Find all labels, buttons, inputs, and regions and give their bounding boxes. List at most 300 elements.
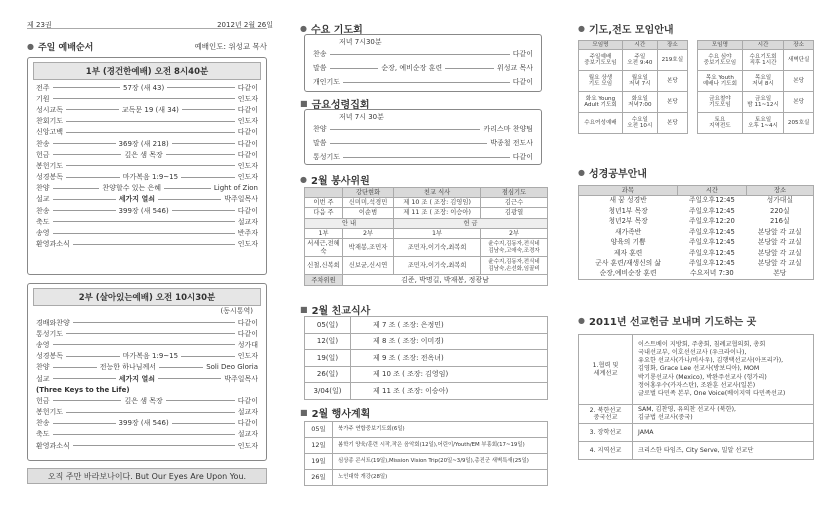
order-item: 찬양: [36, 363, 50, 372]
events-title: 2월 행사계획: [311, 409, 371, 420]
order-row: [313, 136, 533, 150]
order-person: 설교자: [237, 408, 258, 417]
order-item: 환영과소식: [36, 441, 70, 450]
prayer-col-header: 장소: [784, 41, 814, 50]
order-row: [36, 172, 258, 183]
order-item: 전주: [36, 83, 50, 92]
study-cell: 새가족반: [614, 227, 642, 236]
worship-title: 주일 예배순서: [37, 43, 94, 53]
order-row: [36, 362, 258, 373]
order-detail: 399장 (새 546): [118, 206, 169, 215]
bullet-icon: ●: [578, 316, 585, 325]
order-item: 통성기도: [313, 153, 341, 161]
prayer-table-left: [578, 40, 688, 134]
events-table-wrap: [304, 421, 548, 486]
prayer-col-header: 모임명: [698, 41, 743, 50]
leader-line: [53, 400, 122, 401]
order-detail: 교독문 19 (새 34): [121, 105, 179, 114]
order-row: [36, 93, 258, 104]
leader-line: [330, 54, 510, 55]
prayer-cell: 토요일 오후 1~4시: [742, 113, 784, 134]
events-table: [304, 421, 548, 486]
leader-line: [53, 199, 116, 200]
study-row: [579, 227, 814, 238]
event-text: 북가주 연합중보기도회(6일): [333, 422, 548, 438]
leader-line: [182, 109, 235, 110]
order-person: 다같이: [237, 396, 258, 405]
study-cell: 군사 훈련/재생신의 삶: [595, 259, 661, 268]
event-row: [305, 470, 548, 486]
mission-row: [579, 335, 814, 405]
order-item: 통성기도: [36, 329, 64, 338]
leader-line: [159, 367, 203, 368]
wed-title: 수요 기도회: [310, 25, 363, 36]
order-row: [36, 407, 258, 418]
meal-date: 26(일): [305, 366, 351, 383]
prayer-cell: 주일 오전 9:40: [622, 50, 657, 71]
order-person: 설교자: [237, 217, 258, 226]
study-row: [579, 248, 814, 259]
study-cell: 주일오후12:20: [688, 217, 735, 226]
leader-line: [53, 344, 235, 345]
study-cell: 주일오후12:45: [688, 248, 735, 257]
order-person: 박주일목사: [224, 195, 258, 204]
meal-group: 제 7 조 ( 조장: 은정민): [351, 317, 548, 334]
prayer-table-right-wrap: [697, 40, 814, 134]
order-row: [36, 384, 258, 395]
order-item: 송영: [36, 229, 50, 238]
worship-leader: 예배인도: 위성교 목사: [194, 42, 267, 51]
order-row: [36, 138, 258, 149]
order-item: 찬회기도: [36, 117, 64, 126]
order-person: 반주자: [237, 229, 258, 238]
order-detail: 순장, 예비순장 훈련: [381, 63, 443, 72]
order-row: [36, 373, 258, 384]
service-table-wrap: [304, 187, 548, 286]
leader-line: [181, 177, 235, 178]
study-col-header: 시간: [677, 186, 746, 196]
leader-line: [66, 109, 119, 110]
event-text: 심상종 콘서트(19일),Mission Vision Trip(20일~3/9일),총진군 새벽특새(25일): [333, 454, 548, 470]
prayer-cell: 월요일 저녁 7시: [622, 71, 657, 92]
mission-row: [579, 405, 814, 424]
study-row: [579, 259, 814, 270]
prayer-cell: 새벽단실: [784, 50, 814, 71]
prayer-cell: 월요 상생 기도 모임: [579, 71, 623, 92]
bullet-icon: ■: [300, 305, 308, 314]
prayer-cell: 화요 Young Adult 기도회: [579, 92, 623, 113]
prayer-cell: 금요철야 기도모임: [698, 92, 743, 113]
prayer-cell: 수요일 오전 10시: [622, 113, 657, 134]
prayer-heading: [578, 21, 674, 36]
meal-row: [305, 350, 548, 367]
order-row: [36, 429, 258, 440]
leader-line: [53, 423, 116, 424]
order-row: [313, 122, 533, 136]
study-cell: 주일오후12:45: [688, 238, 735, 247]
order-person: 카리스마 찬양팀: [483, 125, 533, 133]
order-detail: 57장 (새 43): [122, 83, 165, 92]
order-person: 다같이: [237, 150, 258, 159]
study-table: [578, 185, 814, 280]
prayer-row: [698, 71, 814, 92]
meal-date: 12(일): [305, 333, 351, 350]
order-person: 인도자: [237, 117, 258, 126]
order-detail: 369장 (새 218): [118, 139, 169, 148]
prayer-cell: 목요일 저녁 8시: [742, 71, 784, 92]
order-detail: 전능한 하나님께서: [99, 363, 157, 372]
order-person: 박주일목사: [224, 374, 258, 383]
order-item: 신앙고백: [36, 128, 64, 137]
leader-line: [181, 356, 235, 357]
order-item: 환영과소식: [36, 240, 70, 249]
prayer-cell: 수요기도회 직후 1시간: [742, 50, 784, 71]
study-row: [579, 238, 814, 249]
study-cell: 제자 훈련: [613, 248, 643, 257]
fri-box: [304, 109, 542, 165]
study-cell: 주일오후12:45: [688, 196, 735, 205]
events-heading: [300, 405, 370, 420]
bullet-icon: ■: [300, 408, 308, 417]
order-person: 다같이: [237, 206, 258, 215]
order-row: [36, 317, 258, 328]
order-row: [36, 239, 258, 250]
fri-order: [313, 122, 533, 164]
study-cell: 수요저녁 7:30: [690, 269, 734, 278]
study-cell: 주일오후12:45: [688, 259, 735, 268]
order-item: 헌금: [36, 150, 50, 159]
order-item: 봉헌기도: [36, 161, 64, 170]
order-person: 다같이: [237, 329, 258, 338]
prayer-row: [698, 92, 814, 113]
study-row: [579, 196, 814, 207]
wed-box: [304, 34, 542, 92]
prayer-cell: 수요여성예배: [579, 113, 623, 134]
study-cell: 주일오후12:45: [688, 227, 735, 236]
prayer-row: [579, 92, 688, 113]
order-person: 다같이: [512, 153, 533, 161]
study-title: 성경공부안내: [588, 169, 647, 180]
first-service-title: 1부 (경건한예배) 오전 8시40분: [33, 62, 261, 80]
mission-category: 2. 북한선교 중국선교: [579, 405, 633, 424]
leader-line: [73, 244, 235, 245]
order-person: 성가대: [237, 340, 258, 349]
study-cell: 새 꿈 성경반: [609, 196, 647, 205]
event-date: 26일: [305, 470, 333, 486]
prayer-cell: 주일예배 중보기도모임: [579, 50, 623, 71]
leader-line: [66, 333, 235, 334]
leader-line: [166, 154, 235, 155]
leader-line: [164, 188, 211, 189]
order-row: [36, 328, 258, 339]
order-detail: 깊은 샘 목장: [124, 150, 163, 159]
wed-time: 저녁 7시30분: [339, 38, 382, 46]
issue-number: 제 23권: [27, 21, 52, 29]
study-heading: [578, 165, 647, 180]
meal-group: 제 9 조 ( 조장: 전옥녀): [351, 350, 548, 367]
fri-time: 저녁 7시 30분: [339, 113, 384, 121]
study-cell: 본당앞 각 교실: [757, 259, 802, 268]
order-row: [36, 149, 258, 160]
prayer-cell: 본당: [657, 71, 687, 92]
study-cell: 성가대실: [766, 196, 793, 205]
prayer-table-right: [697, 40, 814, 134]
event-row: [305, 438, 548, 454]
service-table: 강단현화 친교 식사 점심기도 이번 주 신미미,석경민 제 10 조 ( 조장: 김영임) 김근수 다음 주 이순범 제 11 조 ( 조장: 이승아) 김광열 안 내 헌 금 1부 2부 1부 2부 서세근,전혜숙 박재봉,조민자 조민자,이기숙,최복희 윤수지,김동자,전식네 김남숙,고애숙,조경자 신철,신복희 신보균,신시연 조민자,이기숙,최복희 윤수지,김동자,전식네 김남숙,손선화,임꿀비 주차위원 김준, 박명길, 박재봉, 정광남: [304, 187, 548, 286]
order-row: [36, 440, 258, 451]
prayer-col-header: 시간: [622, 41, 657, 50]
interpretation-note: (동시통역): [220, 307, 253, 315]
prayer-cell: 토요 지역전도: [698, 113, 743, 134]
study-cell: 주일오후12:45: [688, 206, 735, 215]
order-item: 축도: [36, 430, 50, 439]
prayer-cell: 본당: [657, 113, 687, 134]
study-table-wrap: [578, 185, 814, 280]
study-cell: 본당앞 각 교실: [757, 238, 802, 247]
leader-line: [73, 445, 235, 446]
order-person: 다같이: [237, 128, 258, 137]
leader-line: [53, 221, 235, 222]
mission-category: 1.협력 및 세계선교: [579, 335, 633, 405]
order-row: [313, 150, 533, 164]
meal-table: [304, 316, 548, 400]
meal-group: 제 11 조 ( 조장: 이승아): [351, 383, 548, 400]
prayer-col-header: 장소: [657, 41, 687, 50]
event-date: 19일: [305, 454, 333, 470]
order-person: 설교자: [237, 430, 258, 439]
second-service-box: [27, 283, 267, 461]
order-person: 다같이: [237, 139, 258, 148]
prayer-row: [698, 113, 814, 134]
order-item: 성경봉독: [36, 352, 64, 361]
prayer-row: [579, 71, 688, 92]
order-item: 찬양: [36, 184, 50, 193]
prayer-table-left-wrap: [578, 40, 688, 134]
meal-group: 제 8 조 ( 조장: 이미경): [351, 333, 548, 350]
order-row: [36, 104, 258, 115]
order-person: 다같이: [512, 49, 533, 58]
study-cell: 순장,예비순장 훈련: [599, 269, 657, 278]
leader-line: [66, 177, 120, 178]
order-item: 봉헌기도: [36, 408, 64, 417]
order-row: [36, 116, 258, 127]
order-person: 인도자: [237, 240, 258, 249]
prayer-cell: 219호실: [657, 50, 687, 71]
order-row: [36, 418, 258, 429]
leader-line: [53, 210, 116, 211]
prayer-cell: 목요 Youth 예배나 기도회: [698, 71, 743, 92]
meal-title: 2월 친교식사: [311, 306, 371, 317]
order-item: 찬송: [36, 419, 50, 428]
order-item: 설교: [36, 374, 50, 383]
prayer-cell: 금요일 밤 11~12시: [742, 92, 784, 113]
order-detail: 찬양할수 있는 은혜: [102, 184, 161, 193]
order-row: [36, 216, 258, 227]
meal-group: 제 10 조 ( 조장: 김영임): [351, 366, 548, 383]
issue-date: 2012년 2월 26일: [217, 21, 273, 29]
meal-row: [305, 366, 548, 383]
order-item: 말씀: [313, 139, 327, 147]
leader-line: [167, 87, 234, 88]
mission-targets: JAMA: [633, 424, 814, 442]
leader-line: [53, 188, 100, 189]
mission-row: [579, 442, 814, 460]
mission-table-wrap: [578, 334, 814, 460]
second-service-title: 2부 (살아있는예배) 오전 10시30분: [33, 288, 261, 306]
order-item: 찬양: [313, 125, 327, 133]
order-detail: 깊은 샘 목장: [124, 396, 163, 405]
order-person: Soli Deo Gloria: [206, 363, 259, 372]
leader-line: [330, 68, 379, 69]
order-row: [36, 82, 258, 93]
study-cell: 본당: [773, 269, 787, 278]
leader-line: [66, 412, 235, 413]
order-item: 찬송: [313, 49, 327, 58]
order-person: Light of Zion: [213, 184, 258, 193]
leader-line: [445, 68, 494, 69]
study-col-header: 장소: [747, 186, 814, 196]
order-row: [313, 75, 533, 89]
order-row: [36, 194, 258, 205]
study-col-header: 과목: [579, 186, 678, 196]
meal-row: [305, 383, 548, 400]
event-row: [305, 422, 548, 438]
mission-row: [579, 424, 814, 442]
prayer-cell: 수요 심야 중보기도모임: [698, 50, 743, 71]
mission-category: 3. 장학선교: [579, 424, 633, 442]
leader-line: [166, 400, 235, 401]
leader-line: [66, 356, 120, 357]
first-service-order: [33, 80, 261, 250]
mission-category: 4. 지역선교: [579, 442, 633, 460]
order-item: 개인기도: [313, 77, 341, 86]
leader-line: [158, 378, 221, 379]
mission-targets: SAM, 김찬영, 유의찬 선교사 (북한), 김규법 선교사(중국): [633, 405, 814, 424]
service-heading: [300, 172, 370, 187]
prayer-title: 기도,전도 모임안내: [588, 25, 674, 36]
order-item: 기원: [36, 94, 50, 103]
meal-date: 19(일): [305, 350, 351, 367]
mission-targets: 이스트베이 지방회, 주총회, 침례교협의회, 총회 국내선교부, 이호선선교사 (우크라이나), 유요한 선교사(가나/비사우), 김행택선교사(아프리카), 김영화, Grace Lee 선교사(방보디아), MOM 박기룡선교사 (Mexico), 박완주선교사 (헝가리) 정어홍우수(카자스탄), 조완훈 선교사(일본) 글로벌 다민족 본부, One Voice(베이지역 다민족선교): [633, 335, 814, 405]
order-row: [36, 183, 258, 194]
prayer-cell: 본당: [784, 92, 814, 113]
prayer-cell: 화요일 저녁7:00: [622, 92, 657, 113]
leader-line: [73, 322, 235, 323]
leader-line: [172, 143, 235, 144]
leader-line: [330, 143, 488, 144]
order-person: 다같이: [237, 105, 259, 114]
order-person: 다같이: [237, 419, 258, 428]
wed-order: [313, 47, 533, 89]
order-row: [36, 395, 258, 406]
order-detail: 마가복음 1:9~15: [122, 173, 179, 182]
leader-line: [66, 132, 235, 133]
study-row: [579, 269, 814, 280]
prayer-col-header: 시간: [742, 41, 784, 50]
order-person: 인도자: [237, 161, 258, 170]
leader-line: [343, 157, 510, 158]
order-row: [36, 127, 258, 138]
order-item: 찬송: [36, 139, 50, 148]
leader-line: [53, 143, 116, 144]
order-detail: (Three Keys to the Life): [36, 385, 130, 394]
order-row: [36, 339, 258, 350]
order-person: 인도자: [237, 441, 258, 450]
leader-line: [158, 199, 221, 200]
bullet-icon: ●: [578, 168, 585, 177]
order-row: [313, 61, 533, 75]
leader-line: [66, 165, 235, 166]
order-person: 다같이: [237, 318, 258, 327]
prayer-cell: 본당: [784, 71, 814, 92]
bullet-icon: ●: [300, 24, 307, 33]
leader-line: [330, 129, 481, 130]
order-row: [36, 227, 258, 238]
event-text: 봄학기 양육/훈련 시작,작은 음악회(12일),어린이/Youth/EM 부흥회(17~19일): [333, 438, 548, 454]
order-person: 인도자: [237, 173, 259, 182]
service-title: 2월 봉사위원: [310, 176, 370, 187]
mission-targets: 크리스한 타임즈, City Serve, 밀알 선교단: [633, 442, 814, 460]
leader-line: [66, 121, 235, 122]
motto-text: 오직 주만 바라보나이다. But Our Eyes Are Upon You.: [47, 471, 247, 481]
order-row: [313, 47, 533, 61]
prayer-cell: 본당: [657, 92, 687, 113]
order-person: 다같이: [512, 77, 533, 86]
mission-title: 2011년 선교헌금 보내며 기도하는 곳: [588, 317, 757, 328]
mission-table: [578, 334, 814, 460]
order-item: 성경봉독: [36, 173, 64, 182]
leader-line: [53, 154, 122, 155]
meal-date: 05(일): [305, 317, 351, 334]
study-cell: 본당앞 각 교실: [757, 248, 802, 257]
bullet-icon: ■: [300, 99, 308, 108]
order-item: 말씀: [313, 63, 327, 72]
study-row: [579, 206, 814, 217]
meal-heading: [300, 302, 370, 317]
study-cell: 청년2부 목장: [608, 217, 648, 226]
order-detail: 세가지 열쇠: [118, 195, 155, 204]
order-detail: 399장 (새 546): [118, 419, 169, 428]
worship-heading: [27, 40, 267, 53]
leader-line: [53, 87, 120, 88]
order-row: [36, 205, 258, 216]
meal-table-wrap: [304, 316, 548, 400]
event-date: 12일: [305, 438, 333, 454]
order-person: 다같이: [237, 83, 258, 92]
motto-banner: [27, 468, 267, 484]
order-item: 설교: [36, 195, 50, 204]
study-cell: 청년1부 목장: [608, 206, 648, 215]
study-row: [579, 217, 814, 228]
leader-line: [343, 82, 510, 83]
order-person: 인도자: [237, 94, 258, 103]
order-item: 성시교독: [36, 105, 64, 114]
study-cell: 220실: [770, 206, 790, 215]
order-item: 송영: [36, 340, 50, 349]
prayer-row: [698, 50, 814, 71]
first-service-box: [27, 57, 267, 275]
prayer-col-header: 모임명: [579, 41, 623, 50]
meal-row: [305, 333, 548, 350]
order-item: 찬송: [36, 206, 50, 215]
order-row: [36, 351, 258, 362]
bullet-icon: ●: [578, 24, 585, 33]
study-cell: 양육의 기쁨: [610, 238, 646, 247]
event-date: 05일: [305, 422, 333, 438]
order-item: 헌금: [36, 396, 50, 405]
mission-heading: [578, 313, 756, 328]
leader-line: [53, 98, 235, 99]
